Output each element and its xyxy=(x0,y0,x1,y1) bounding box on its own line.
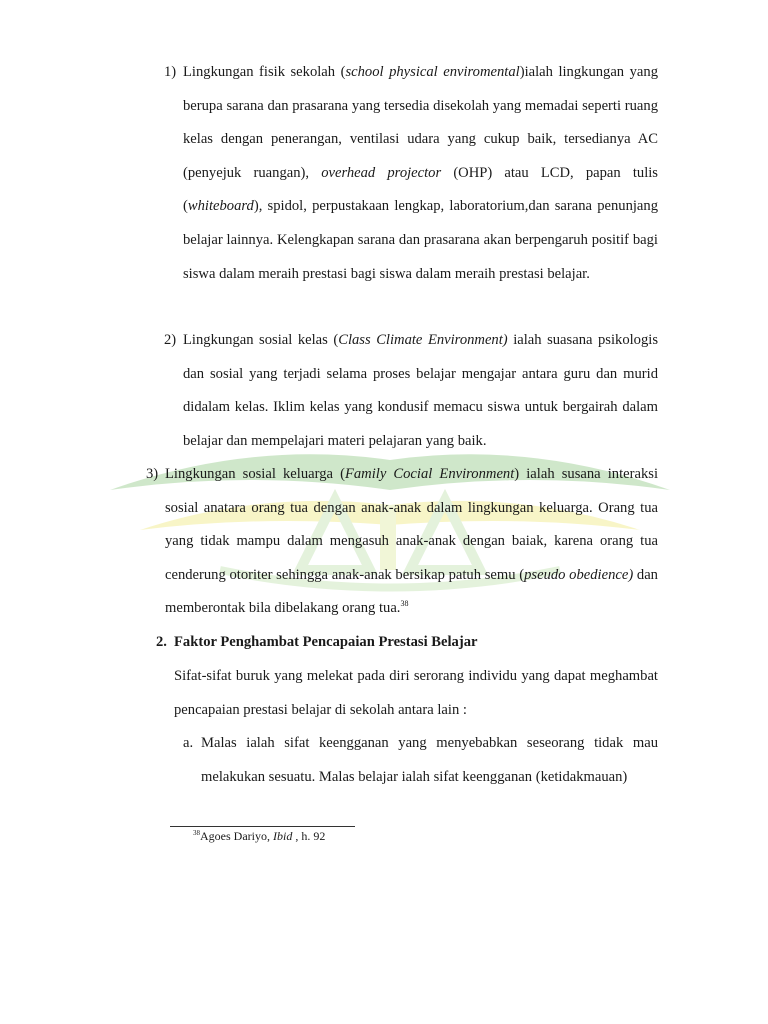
item3-text-3: dan memberontak bila dibelakang orang tua. xyxy=(165,566,658,617)
item3-text-2: ) ialah susana interaksi sosial anatara orang tua dengan anak-anak dalam lingkungan keluarga. Orang tua yang tidak mampu dalam mengasuh anak-anak dengan baiak, karena orang tua cenderung otoriter sehingga anak-anak bersikap patuh semu ( xyxy=(165,466,659,583)
item3-paragraph xyxy=(165,458,658,626)
item2-number: 2) xyxy=(164,332,177,348)
footnote-separator xyxy=(170,826,355,827)
section2-title: Faktor Penghambat Pencapaian Prestasi Belajar xyxy=(174,634,478,650)
item3-italic-2: pseudo obedience) xyxy=(524,566,634,583)
footnote-ibid: Ibid xyxy=(272,829,293,843)
footnote-ref-38: 38 xyxy=(400,599,409,609)
section2-number: 2. xyxy=(156,634,167,650)
item1-number: 1) xyxy=(164,64,177,80)
footnote-author: Agoes Dariyo, xyxy=(200,829,273,843)
item1-italic-3: whiteboard xyxy=(187,198,254,215)
item1-text-3: (OHP) atau LCD, papan tulis ( xyxy=(183,164,658,215)
item3-number: 3) xyxy=(146,466,159,482)
footnote-38 xyxy=(193,828,325,844)
item2-paragraph xyxy=(183,324,658,458)
item2-text-2: ialah suasana psikologis dan sosial yang terjadi selama proses belajar mengajar antara guru dan murid didalam kelas. Iklim kelas yang kondusif memacu siswa untuk bergairah dalam belajar dan mempelajari materi pelajaran yang baik. xyxy=(183,332,659,449)
item3-text-1: Lingkungan sosial keluarga ( xyxy=(165,466,345,482)
item2-text-1: Lingkungan sosial kelas ( xyxy=(183,332,339,348)
item1-text-2: )ialah lingkungan yang berupa sarana dan prasarana yang tersedia disekolah yang memadai seperti ruang kelas dengan penerangan, ventilasi udara yang cukup baik, tersedianya AC (penyejuk ruangan), xyxy=(183,64,658,181)
sub-a-paragraph: Malas ialah sifat keengganan yang menyebabkan seseorang tidak mau melakukan sesuatu. Malas belajar ialah sifat keengganan (ketidakmauan) xyxy=(201,735,658,785)
item1-text-1: Lingkungan fisik sekolah ( xyxy=(183,64,346,80)
sub-a-letter: a. xyxy=(183,735,194,751)
section2-intro: Sifat-sifat buruk yang melekat pada diri serorang individu yang dapat meghambat pencapaian prestasi belajar di sekolah antara lain : xyxy=(174,668,658,718)
item1-italic-2: overhead projector xyxy=(321,164,442,181)
item3-italic-1: Family Cocial Environment xyxy=(344,466,515,482)
footnote-page: , h. 92 xyxy=(292,829,326,843)
item1-paragraph xyxy=(183,56,658,291)
footnote-number: 38 xyxy=(193,829,200,837)
item1-italic-1: school physical enviromental xyxy=(345,64,520,80)
item2-italic-1: Class Climate Environment) xyxy=(338,332,508,348)
item1-text-4: ), spidol, perpustakaan lengkap, laboratorium,dan sarana penunjang belajar lainnya. Kelengkapan sarana dan prasarana akan berpengaruh positif bagi siswa dalam meraih prestasi bagi siswa dalam meraih prestasi belajar. xyxy=(183,198,658,282)
